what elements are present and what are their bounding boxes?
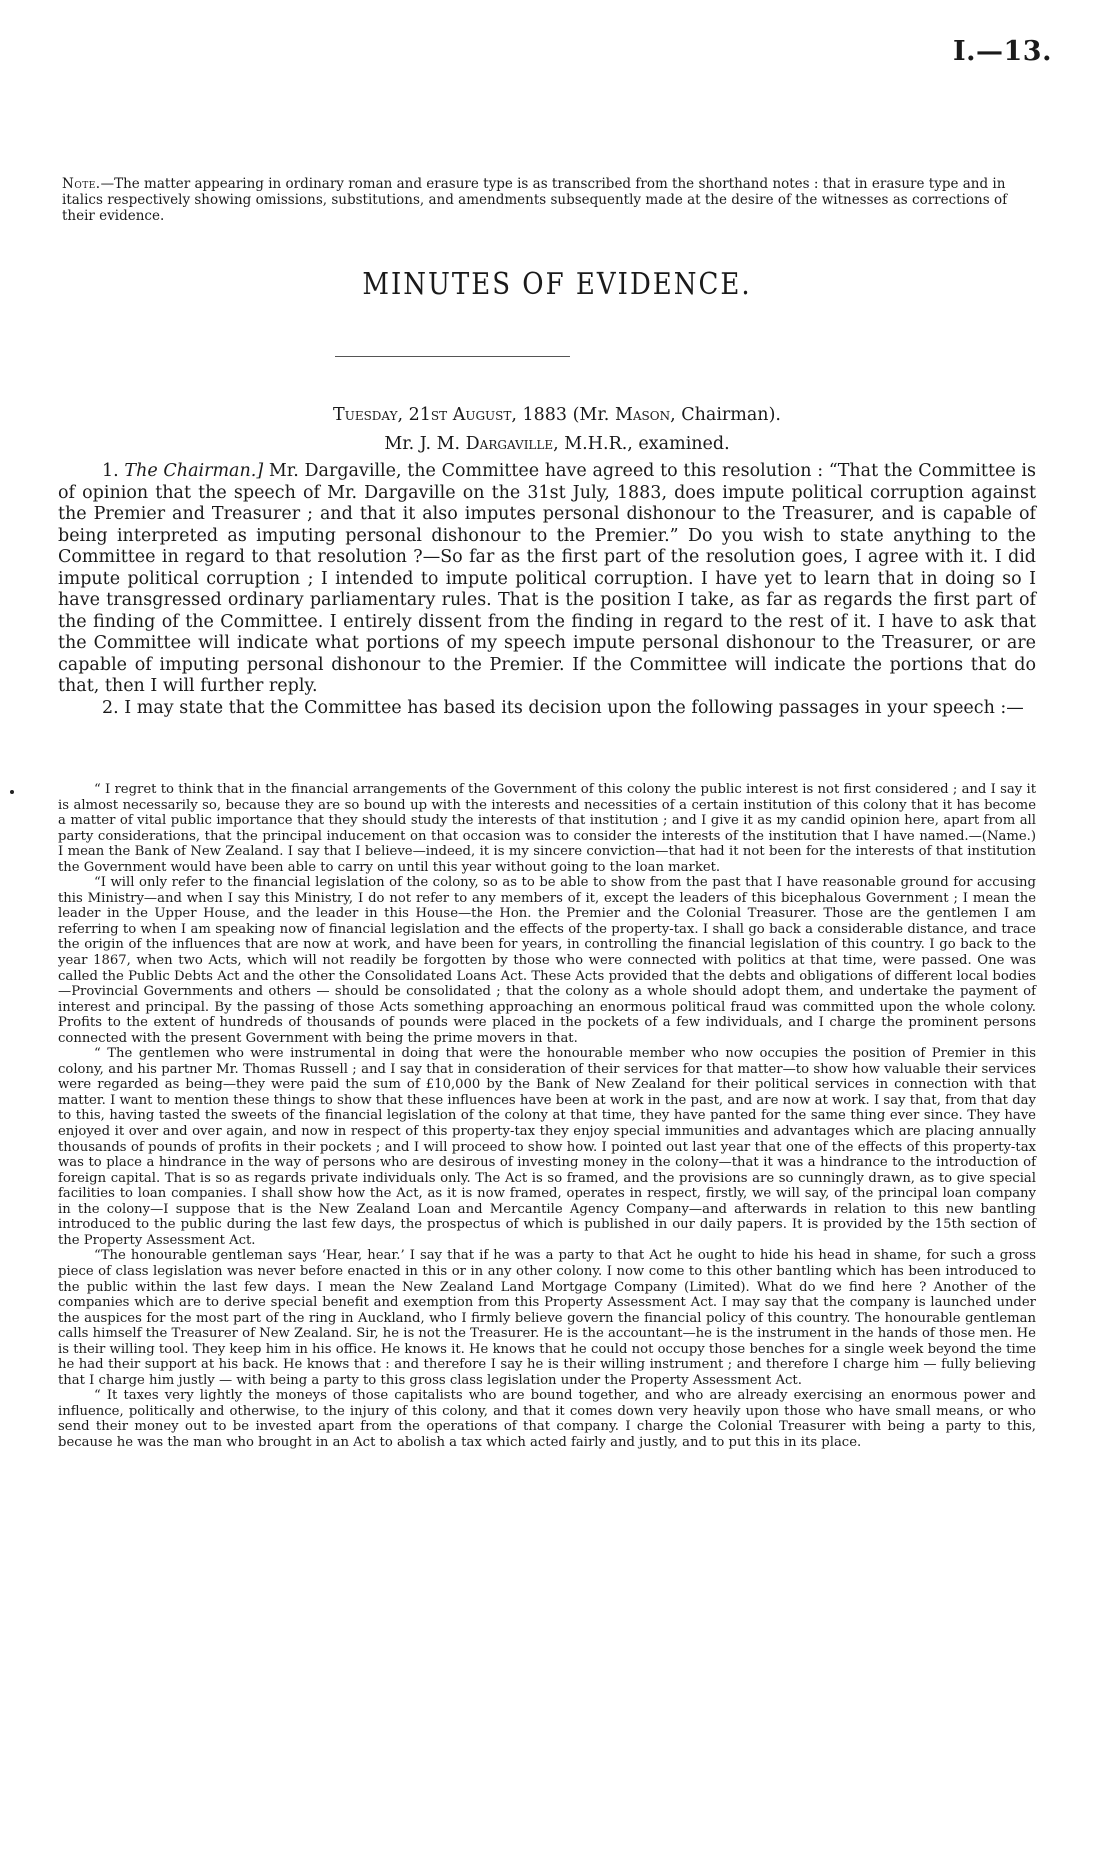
evidence-body	[58, 461, 1036, 719]
quoted-speech	[58, 782, 1036, 1451]
quote-paragraph-4: “The honourable gentleman says ‘Hear, hear.’ I say that if he was a party to that Act he ought to hide his head in shame, for such a gross piece of class legislation was never before enacted in this or in any other colony. I now come to this other bantling which has been introduced to the public within the last few days. I mean the New Zealand Land Mortgage Company (Limited). What do we find here ? Another of the companies which are to derive special benefit and exemption from this Property Assessment Act. I may say that the company is launched under the auspices for the most part of the ring in Auckland, who I firmly believe govern the financial policy of this country. The honourable gentleman calls himself the Treasurer of New Zealand. Sir, he is not the Treasurer. He is the accountant—he is the instrument in the hands of those men. He is their willing tool. They keep him in his office. He knows it. He knows that he could not occupy those benches for a single week beyond the time he had their support at his back. He knows that : and therefore I say he is their willing instrument ; and therefore I charge him — fully believing that I charge him justly — with being a party to this gross class legislation under the Property Assessment Act.	[58, 1248, 1036, 1388]
question-1-speaker: The Chairman.]	[124, 461, 264, 481]
witness-suffix: , M.H.R., examined.	[553, 434, 730, 454]
chair-open: (Mr.	[567, 405, 615, 425]
witness-prefix: Mr. J. M.	[384, 434, 466, 454]
note-label: Note.	[62, 176, 101, 192]
question-1	[58, 461, 1036, 698]
note-text: —The matter appearing in ordinary roman and erasure type is as transcribed from the shorthand notes : that in erasure type and in italics respectively showing omissions, substitutions, and amendments subsequently made at the desire of the witnesses as corrections of their evidence.	[62, 176, 1008, 224]
question-2: 2. I may state that the Committee has based its decision upon the following passages in your speech :—	[102, 697, 1024, 718]
session-date-line	[0, 405, 1114, 425]
page-number: I.—13.	[952, 36, 1052, 67]
page-title: MINUTES OF EVIDENCE.	[362, 267, 752, 303]
quote-paragraph-3: “ The gentlemen who were instrumental in doing that were the honourable member who now occupies the position of Premier in this colony, and his partner Mr. Thomas Russell ; and I say that in consideration of their services for that matter—to show how valuable their services were regarded as being—they were paid the sum of £10,000 by the Bank of New Zealand for their political services in connection with that matter. I want to mention these things to show that these influences have been at work in the past, and are now at work. I say that, from that day to this, having tasted the sweets of the financial legislation of the colony at that time, they have panted for the same thing ever since. They have enjoyed it over and over again, and now in respect of this property-tax they enjoy special immunities and advantages which are placing annually thousands of pounds of profits in their pockets ; and I will proceed to show how. I pointed out last year that one of the effects of this property-tax was to place a hindrance in the way of persons who are desirous of investing money in the colony—that it was a hindrance to the introduction of foreign capital. That is so as regards private individuals only. The Act is so framed, and the provisions are so cunningly drawn, as to give special facilities to loan companies. I shall show how the Act, as it is now framed, operates in respect, firstly, we will say, of the principal loan company in the colony—I suppose that is the New Zealand Loan and Mercantile Agency Company—and afterwards in relation to this new bantling introduced to the public during the last few days, the prospectus of which is published in our daily papers. It is provided by the 15th section of the Property Assessment Act.	[58, 1046, 1036, 1248]
chair-name: Mason	[614, 405, 671, 425]
title-divider	[335, 356, 570, 357]
quote-paragraph-1: “ I regret to think that in the financial arrangements of the Government of this colony the public interest is not first considered ; and I say it is almost necessarily so, because they are so bound up with the interests and necessities of a certain institution of this colony that it has become a matter of vital public importance that they should study the interests of that institution ; and I give it as my candid opinion here, apart from all party considerations, that the principal inducement on that occasion was to consider the interests of the institution that I have named.—(Name.) I mean the Bank of New Zealand. I say that I believe—indeed, it is my sincere conviction—that had it not been for the interests of that institution the Government would have been able to carry on until this year without going to the loan market.	[58, 782, 1036, 875]
witness-name: Dargaville	[465, 434, 554, 454]
question-1-number: 1.	[102, 461, 125, 481]
quote-paragraph-5: “ It taxes very lightly the moneys of those capitalists who are bound together, and who are already exercising an enormous power and influence, politically and otherwise, to the injury of this colony, and that it comes down very heavily upon those who have small means, or who send their money out to be invested apart from the operations of that company. I charge the Colonial Treasurer with being a party to this, because he was the man who brought in an Act to abolish a tax which acted fairly and justly, and to put this in its place.	[58, 1388, 1036, 1450]
session-date: Tuesday, 21st August, 1883	[333, 405, 568, 425]
chair-close: , Chairman).	[670, 405, 781, 425]
witness-line	[0, 434, 1114, 454]
margin-mark	[10, 790, 14, 794]
question-1-text: Mr. Dargaville, the Committee have agreed to this resolution : “That the Committee is of opinion that the speech of Mr. Dargaville on the 31st July, 1883, does impute political corruption against the Premier and Treasurer ; and that it also imputes personal dishonour to the Treasurer, and is capable of being interpreted as imputing personal dishonour to the Premier.” Do you wish to state anything to the Committee in regard to that resolution ?—So far as the first part of the resolution goes, I agree with it. I did impute political corruption ; I intended to impute political corruption. I have yet to learn that in doing so I have transgressed ordinary parliamentary rules. That is the position I take, as far as regards the first part of the finding of the Committee. I entirely dissent from the finding in regard to the rest of it. I have to ask that the Committee will indicate what portions of my speech impute personal dishonour to the Treasurer, or are capable of imputing personal dishonour to the Premier. If the Committee will indicate the portions that do that, then I will further reply.	[58, 461, 1036, 696]
editorial-note	[62, 176, 1040, 224]
quote-paragraph-2: “I will only refer to the financial legislation of the colony, so as to be able to show from the past that I have reasonable ground for accusing this Ministry—and when I say this Ministry, I do not refer to any members of it, except the leaders of this bicephalous Government ; I mean the leader in the Upper House, and the leader in this House—the Hon. the Premier and the Colonial Treasurer. Those are the gentlemen I am referring to when I am speaking now of financial legislation and the effects of the property-tax. I shall go back a considerable distance, and trace the origin of the influences that are now at work, and have been for years, in controlling the financial legislation of this country. I go back to the year 1867, when two Acts, which will not readily be forgotten by those who were connected with politics at that time, were passed. One was called the Public Debts Act and the other the Consolidated Loans Act. These Acts provided that the debts and obligations of different local bodies—Provincial Governments and others — should be consolidated ; that the colony as a whole should adopt them, and undertake the payment of interest and principal. By the passing of those Acts something approaching an enormous political fraud was committed upon the whole colony. Profits to the extent of hundreds of thousands of pounds were placed in the pockets of a few individuals, and I charge the prominent persons connected with the present Government with being the prime movers in that.	[58, 875, 1036, 1046]
